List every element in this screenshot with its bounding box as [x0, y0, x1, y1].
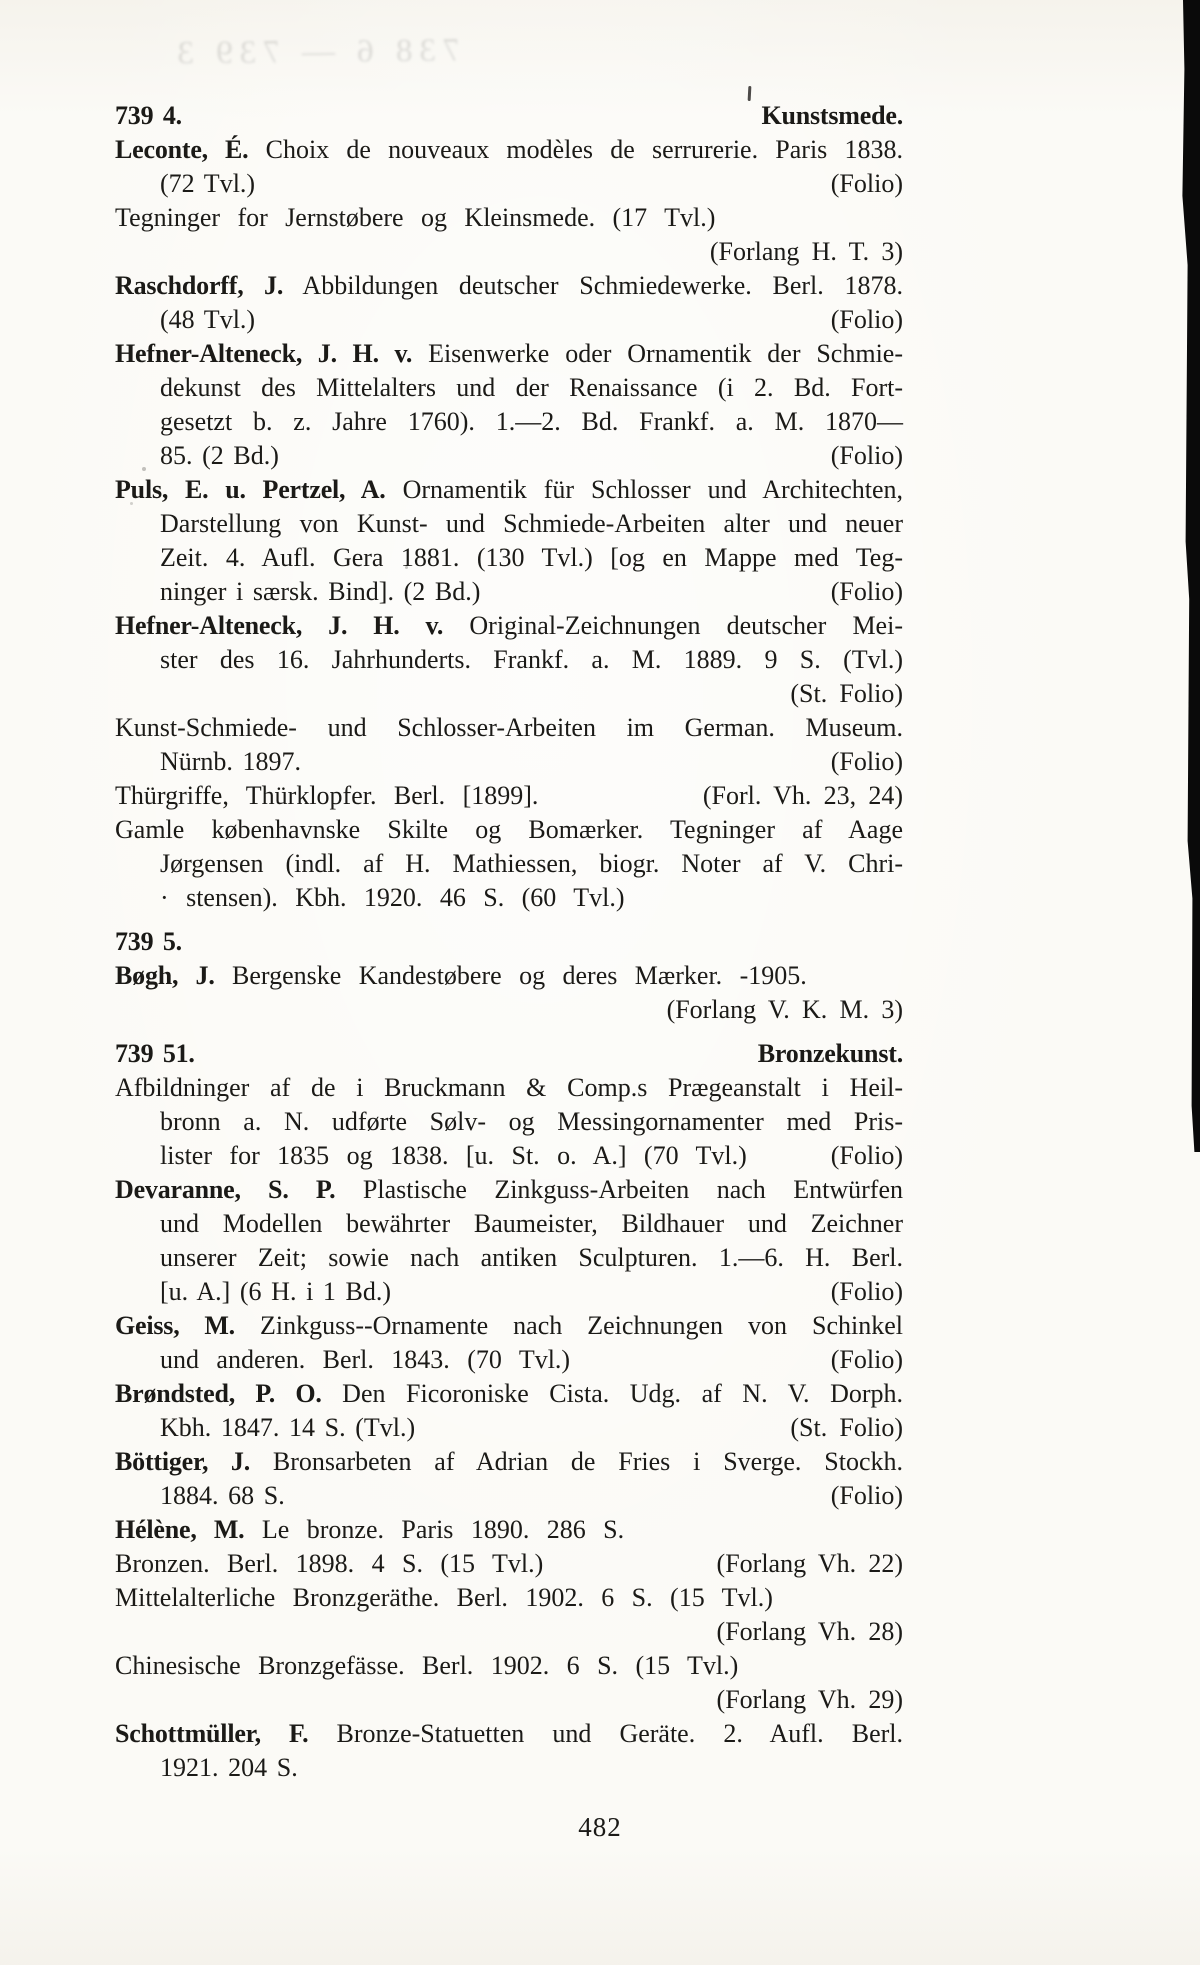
entry-text: 85. (2 Bd.): [160, 441, 279, 470]
section-number: 739 4.: [115, 101, 182, 130]
format-note: (Folio): [830, 1141, 903, 1170]
entry-text: Afbildninger af de i Bruckmann & Comp.s Prægeanstalt i Heil-: [115, 1073, 903, 1102]
entry-text: [u. A.] (6 H. i 1 Bd.): [160, 1277, 392, 1306]
catalog-line: [115, 1581, 903, 1615]
entry-author: Hélène, M.: [115, 1515, 245, 1544]
catalog-line: [115, 1377, 903, 1411]
entry-text: Tegninger for Jernstøbere og Kleinsmede. (17 Tvl.): [115, 203, 716, 232]
catalog-line: [115, 1683, 903, 1717]
catalog-line: [115, 337, 903, 371]
entry-text: · stensen). Kbh. 1920. 46 S. (60 Tvl.): [160, 883, 625, 912]
catalog-line: [115, 643, 903, 677]
entry-text: gesetzt b. z. Jahre 1760). 1.—2. Bd. Frankf. a. M. 1870—: [160, 407, 903, 436]
entry-author: Geiss, M.: [115, 1311, 235, 1340]
entry-text: Bronzen. Berl. 1898. 4 S. (15 Tvl.): [115, 1549, 544, 1578]
catalog-line: [115, 303, 903, 337]
catalog-line: [115, 507, 903, 541]
entry-text: Abbildungen deutscher Schmiedewerke. Berl. 1878.: [283, 271, 903, 300]
entry-author: Bøgh, J.: [115, 961, 215, 990]
entry-author: Hefner-Alteneck, J. H. v.: [115, 339, 413, 368]
entry-text: ster des 16. Jahrhunderts. Frankf. a. M. 1889. 9 S. (Tvl.): [160, 645, 903, 674]
entry-text: unserer Zeit; sowie nach antiken Sculpturen. 1.—6. H. Berl.: [160, 1243, 903, 1272]
entry-text: Chinesische Bronzgefässe. Berl. 1902. 6 S. (15 Tvl.): [115, 1651, 739, 1680]
catalog-line: [115, 711, 903, 745]
entry-text: und anderen. Berl. 1843. (70 Tvl.): [160, 1345, 571, 1374]
format-note: (Folio): [830, 1277, 903, 1306]
catalog-line: [115, 371, 903, 405]
page-number: 482: [578, 1812, 622, 1842]
scan-edge-artifact: [1180, 0, 1200, 1152]
entry-text: Bronsarbeten af Adrian de Fries i Sverge. Stockh.: [250, 1447, 903, 1476]
catalog-line: [115, 1547, 903, 1581]
catalog-line: [115, 1139, 903, 1173]
catalog-line: [115, 235, 903, 269]
entry-text: Jørgensen (indl. af H. Mathiessen, biogr. Noter af V. Chri-: [160, 849, 903, 878]
entry-author: Schottmüller, F.: [115, 1719, 309, 1748]
bibliography-text-block: [115, 99, 903, 1785]
section-number: 739 5.: [115, 927, 182, 956]
entry-author: Hefner-Alteneck, J. H. v.: [115, 611, 444, 640]
format-note: (Folio): [830, 169, 903, 198]
format-note: (Folio): [830, 1481, 903, 1510]
format-note: (St. Folio): [790, 1413, 903, 1442]
format-note: (Forl. Vh. 23, 24): [702, 781, 903, 810]
catalog-line: [115, 677, 903, 711]
entry-text: 1884. 68 S.: [160, 1481, 285, 1510]
entry-text: (72 Tvl.): [160, 169, 256, 198]
format-note: (Forlang Vh. 28): [716, 1617, 903, 1646]
entry-text: Plastische Zinkguss-Arbeiten nach Entwürfen: [335, 1175, 903, 1204]
entry-text: Zinkguss--Ornamente nach Zeichnungen von Schinkel: [234, 1311, 904, 1340]
catalog-line: [115, 269, 903, 303]
entry-author: Puls, E. u. Pertzel, A.: [115, 475, 386, 504]
catalog-line: [115, 1309, 903, 1343]
entry-text: Original-Zeichnungen deutscher Mei-: [443, 611, 903, 640]
catalog-line: [115, 405, 903, 439]
entry-text: ninger i særsk. Bind]. (2 Bd.): [160, 577, 481, 606]
catalog-line: [115, 1207, 903, 1241]
catalog-line: [115, 575, 903, 609]
format-note: (Folio): [830, 577, 903, 606]
catalog-line: [115, 1445, 903, 1479]
entry-text: Choix de nouveaux modèles de serrurerie. Paris 1838.: [248, 135, 903, 164]
catalog-line: [115, 745, 903, 779]
entry-text: Nürnb. 1897.: [160, 747, 302, 776]
catalog-line: [115, 1275, 903, 1309]
catalog-line: [115, 609, 903, 643]
catalog-line: [115, 1241, 903, 1275]
section-heading-line: [115, 99, 903, 133]
entry-text: Zeit. 4. Aufl. Gera 1881. (130 Tvl.) [og en Mappe med Teg-: [160, 543, 903, 572]
catalog-line: [115, 473, 903, 507]
catalog-line: [115, 133, 903, 167]
format-note: (Forlang Vh. 22): [716, 1549, 903, 1578]
catalog-line: [115, 1343, 903, 1377]
catalog-line: [115, 1479, 903, 1513]
section-number: 739 51.: [115, 1039, 195, 1068]
entry-author: Leconte, É.: [115, 135, 249, 164]
entry-author: Raschdorff, J.: [115, 271, 284, 300]
entry-author: Böttiger, J.: [115, 1447, 251, 1476]
entry-text: bronn a. N. udførte Sølv- og Messingornamenter med Pris-: [160, 1107, 903, 1136]
section-title: Bronzekunst.: [757, 1039, 903, 1068]
format-note: (Folio): [830, 305, 903, 334]
section-heading-line: [115, 925, 903, 959]
catalog-line: [115, 1411, 903, 1445]
entry-text: Kunst-Schmiede- und Schlosser-Arbeiten im German. Museum.: [115, 713, 903, 742]
format-note: (St. Folio): [790, 679, 903, 708]
entry-text: Le bronze. Paris 1890. 286 S.: [244, 1515, 625, 1544]
format-note: (Forlang H. T. 3): [709, 237, 903, 266]
entry-author: Devaranne, S. P.: [115, 1175, 336, 1204]
catalog-line: [115, 1717, 903, 1751]
section-heading-line: [115, 1037, 903, 1071]
catalog-line: [115, 167, 903, 201]
entry-text: Eisenwerke oder Ornamentik der Schmie-: [412, 339, 903, 368]
catalog-line: [115, 813, 903, 847]
section-title: Kunstsmede.: [761, 101, 903, 130]
format-note: (Folio): [830, 1345, 903, 1374]
catalog-line: [115, 1173, 903, 1207]
catalog-line: [115, 1071, 903, 1105]
entry-text: Mittelalterliche Bronzgeräthe. Berl. 1902. 6 S. (15 Tvl.): [115, 1583, 773, 1612]
format-note: (Folio): [830, 441, 903, 470]
entry-author: Brøndsted, P. O.: [115, 1379, 322, 1408]
entry-text: Ornamentik für Schlosser und Architechten,: [385, 475, 903, 504]
entry-text: 1921. 204 S.: [160, 1753, 298, 1782]
catalog-line: [115, 881, 903, 915]
catalog-line: [115, 1105, 903, 1139]
entry-text: Bergenske Kandestøbere og deres Mærker. -1905.: [214, 961, 807, 990]
entry-text: dekunst des Mittelalters und der Renaissance (i 2. Bd. Fort-: [160, 373, 903, 402]
entry-text: Den Ficoroniske Cista. Udg. af N. V. Dorph.: [321, 1379, 903, 1408]
show-through-stamp: 738 6 — 739 3: [170, 32, 460, 72]
catalog-line: [115, 779, 903, 813]
catalog-line: [115, 439, 903, 473]
format-note: (Forlang V. K. M. 3): [666, 995, 903, 1024]
catalog-line: [115, 201, 903, 235]
entry-text: (48 Tvl.): [160, 305, 256, 334]
entry-text: und Modellen bewährter Baumeister, Bildhauer und Zeichner: [160, 1209, 903, 1238]
catalog-line: [115, 993, 903, 1027]
catalog-line: [115, 847, 903, 881]
catalog-line: [115, 1649, 903, 1683]
entry-text: Kbh. 1847. 14 S. (Tvl.): [160, 1413, 416, 1442]
entry-text: Darstellung von Kunst- und Schmiede-Arbeiten alter und neuer: [160, 509, 903, 538]
entry-text: Gamle københavnske Skilte og Bomærker. Tegninger af Aage: [115, 815, 903, 844]
entry-text: lister for 1835 og 1838. [u. St. o. A.] (70 Tvl.): [160, 1141, 747, 1170]
catalog-line: [115, 1751, 903, 1785]
format-note: (Forlang Vh. 29): [716, 1685, 903, 1714]
catalog-line: [115, 1513, 903, 1547]
entry-text: Thürgriffe, Thürklopfer. Berl. [1899].: [115, 781, 539, 810]
catalog-line: [115, 541, 903, 575]
format-note: (Folio): [830, 747, 903, 776]
catalog-line: [115, 959, 903, 993]
entry-text: Bronze-Statuetten und Geräte. 2. Aufl. Berl.: [308, 1719, 903, 1748]
catalog-line: [115, 1615, 903, 1649]
